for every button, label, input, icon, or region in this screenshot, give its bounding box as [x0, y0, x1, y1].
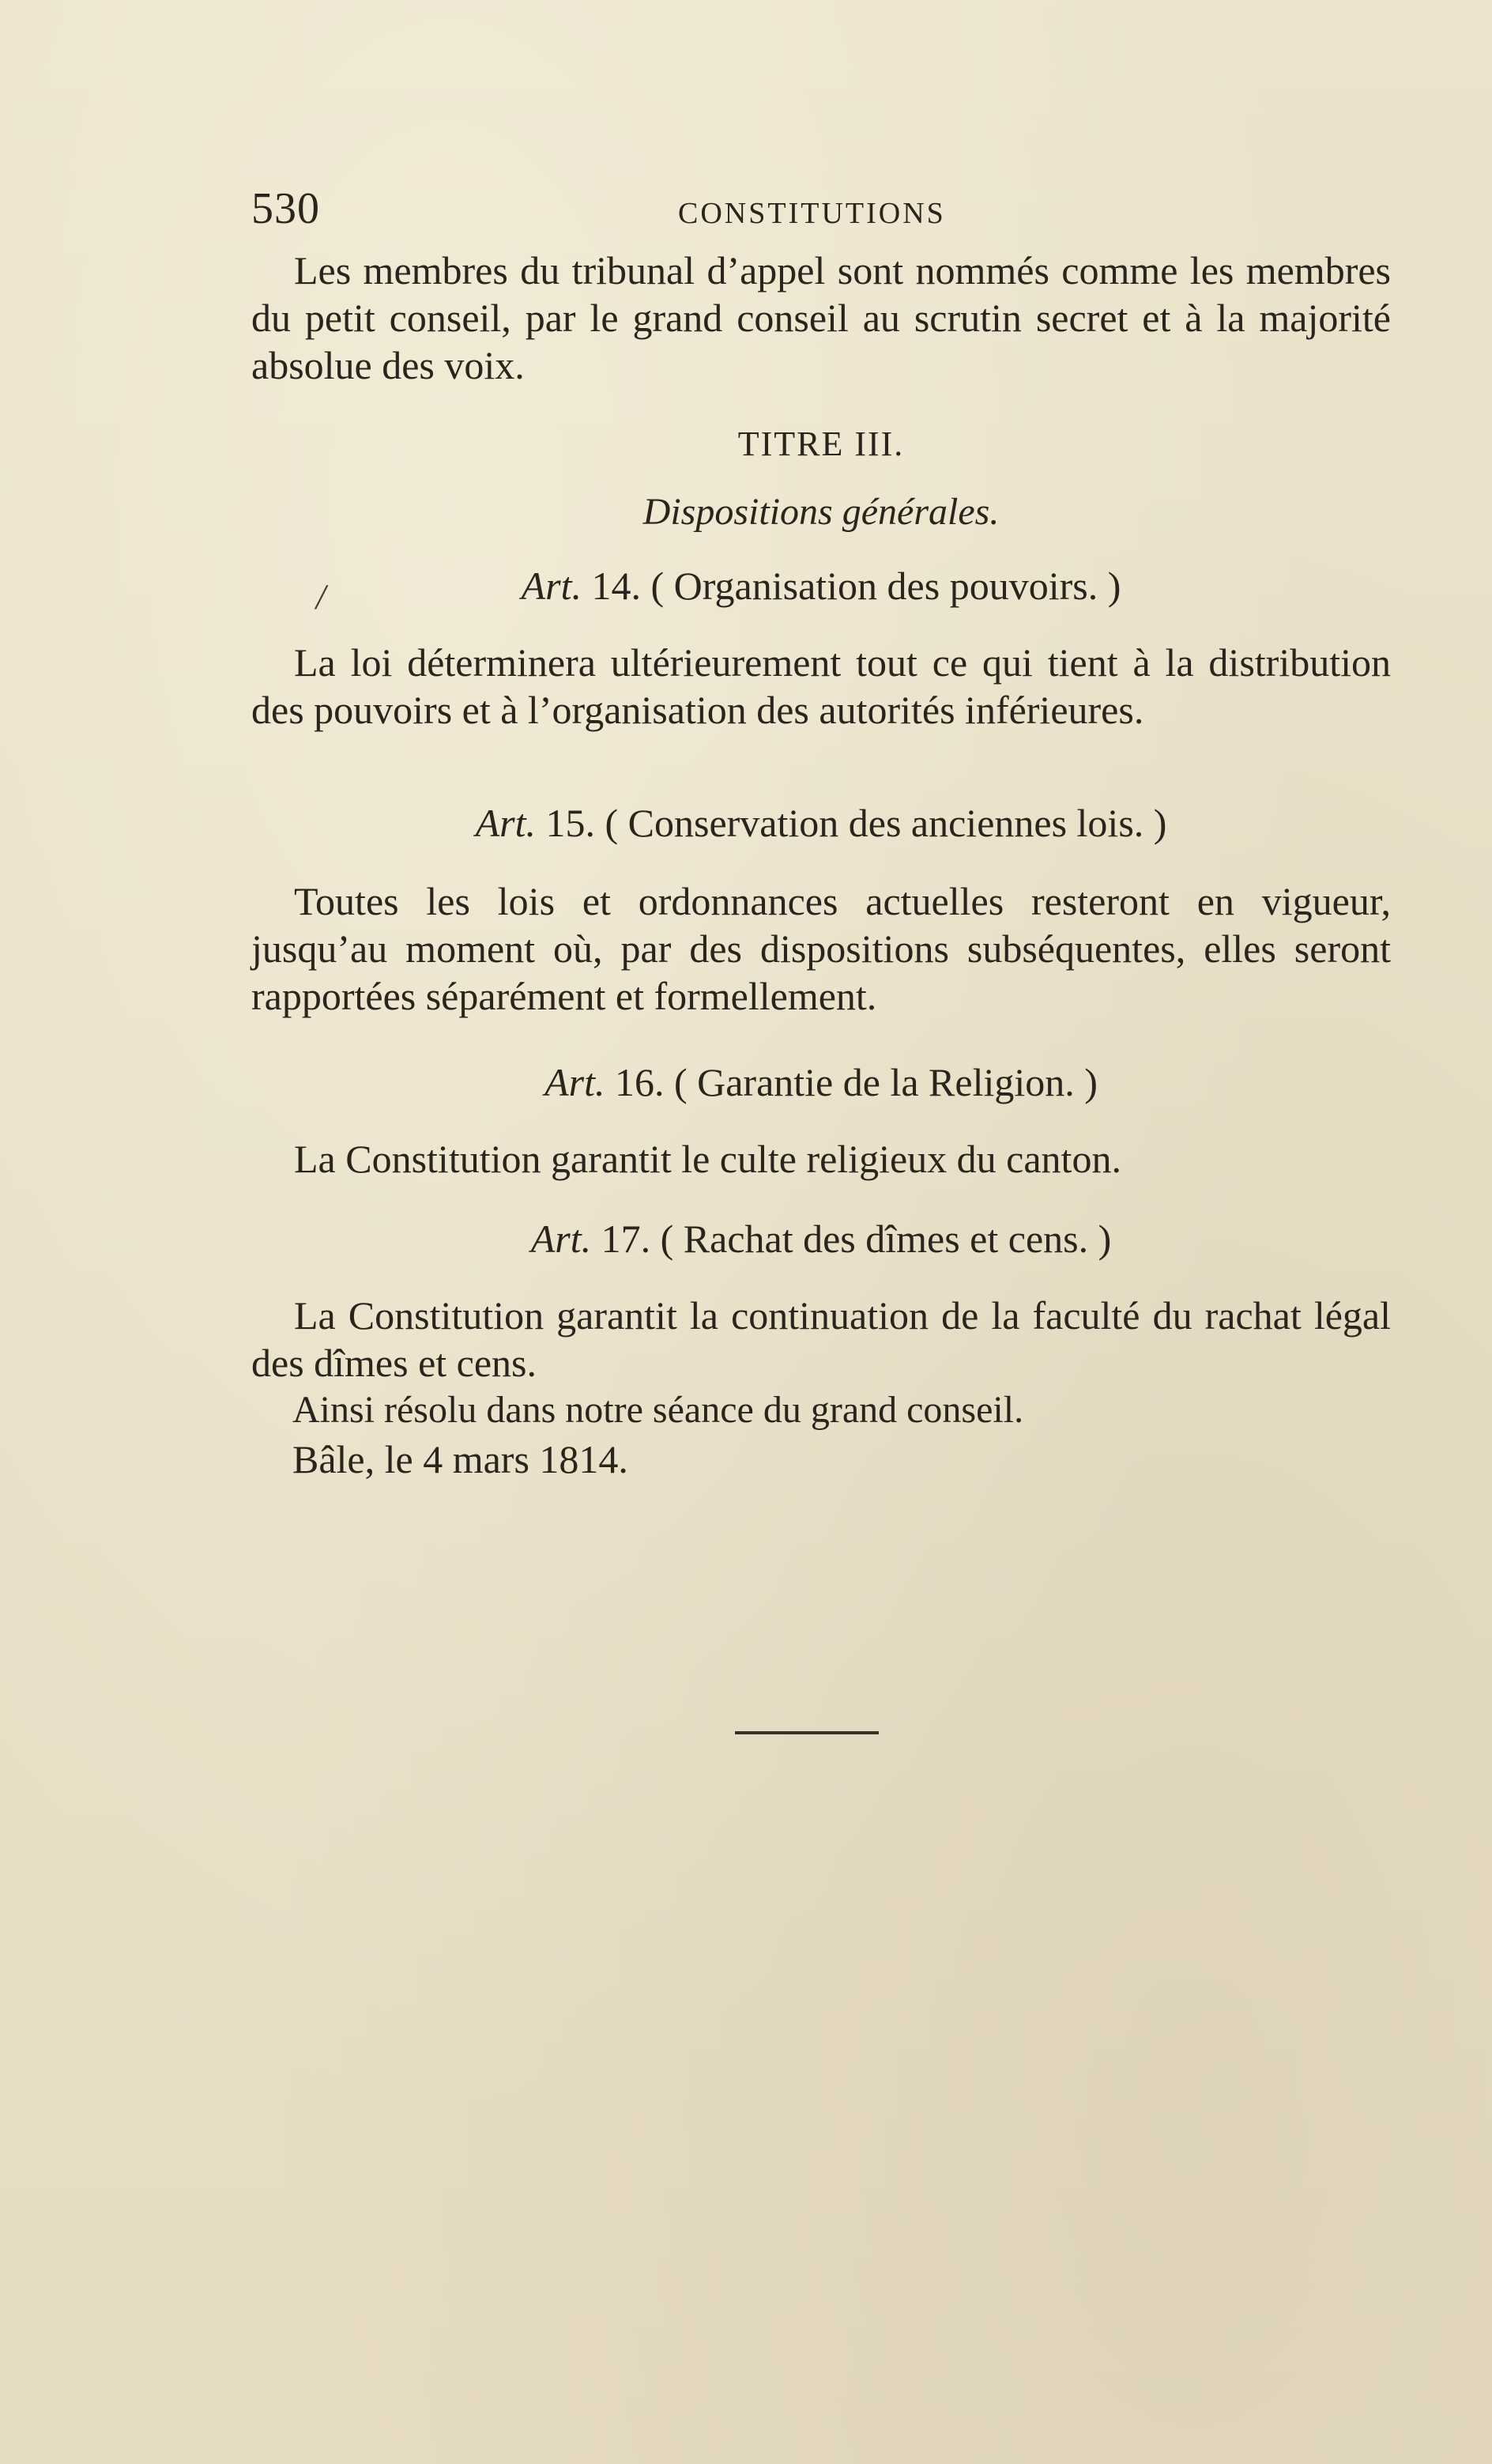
article-number: 15.	[545, 801, 595, 845]
article-text-block-17	[251, 1292, 1391, 1387]
article-label: Art.	[521, 564, 582, 608]
closing-resolution: Ainsi résolu dans notre séance du grand conseil.	[292, 1389, 1024, 1431]
article-topic: ( Garantie de la Religion. )	[673, 1060, 1098, 1104]
article-label: Art.	[530, 1217, 592, 1261]
section-subtitle: Dispositions générales.	[642, 491, 1000, 533]
article-text-14: La loi déterminera ultérieurement tout ce qui tient à la distribution des pouvoirs et à l’organisation des autorités inférieures.	[251, 640, 1391, 732]
article-number: 16.	[614, 1060, 665, 1104]
article-text-block-14	[251, 639, 1391, 734]
article-topic: ( Rachat des dîmes et cens. )	[660, 1217, 1112, 1261]
article-number: 17.	[601, 1217, 651, 1261]
article-topic: ( Organisation des pouvoirs. )	[650, 564, 1121, 608]
article-number: 14.	[591, 564, 642, 608]
end-rule	[735, 1731, 879, 1734]
article-text-block-15	[251, 877, 1391, 1020]
section-title: TITRE III.	[737, 425, 905, 463]
page-header	[251, 183, 1391, 239]
article-heading-17	[251, 1216, 1391, 1262]
article-text-16: La Constitution garantit le culte religieux du canton.	[294, 1137, 1121, 1181]
article-heading-14	[251, 563, 1391, 609]
running-head: CONSTITUTIONS	[678, 197, 946, 230]
article-label: Art.	[475, 801, 536, 845]
article-topic: ( Conservation des anciennes lois. )	[605, 801, 1167, 845]
article-label: Art.	[544, 1060, 605, 1104]
article-text-block-16	[251, 1135, 1391, 1183]
intro-paragraph: Les membres du tribunal d’appel sont nommés comme les membres du petit conseil, par le grand conseil au scrutin secret et à la majorité absolue des voix.	[251, 248, 1391, 387]
article-heading-15	[251, 800, 1391, 846]
closing-place-date: Bâle, le 4 mars 1814.	[292, 1437, 628, 1481]
article-text-17: La Constitution garantit la continuation de la faculté du rachat légal des dîmes et cens.	[251, 1293, 1391, 1385]
page-number: 530	[251, 184, 320, 233]
intro-paragraph-block	[251, 247, 1391, 389]
article-heading-16	[251, 1059, 1391, 1105]
margin-mark: /	[313, 575, 330, 619]
article-text-15: Toutes les lois et ordonnances actuelles resteront en vigueur, jusqu’au moment où, par des dispositions subséquentes, elles seront rapportées séparément et formellement.	[251, 879, 1391, 1018]
